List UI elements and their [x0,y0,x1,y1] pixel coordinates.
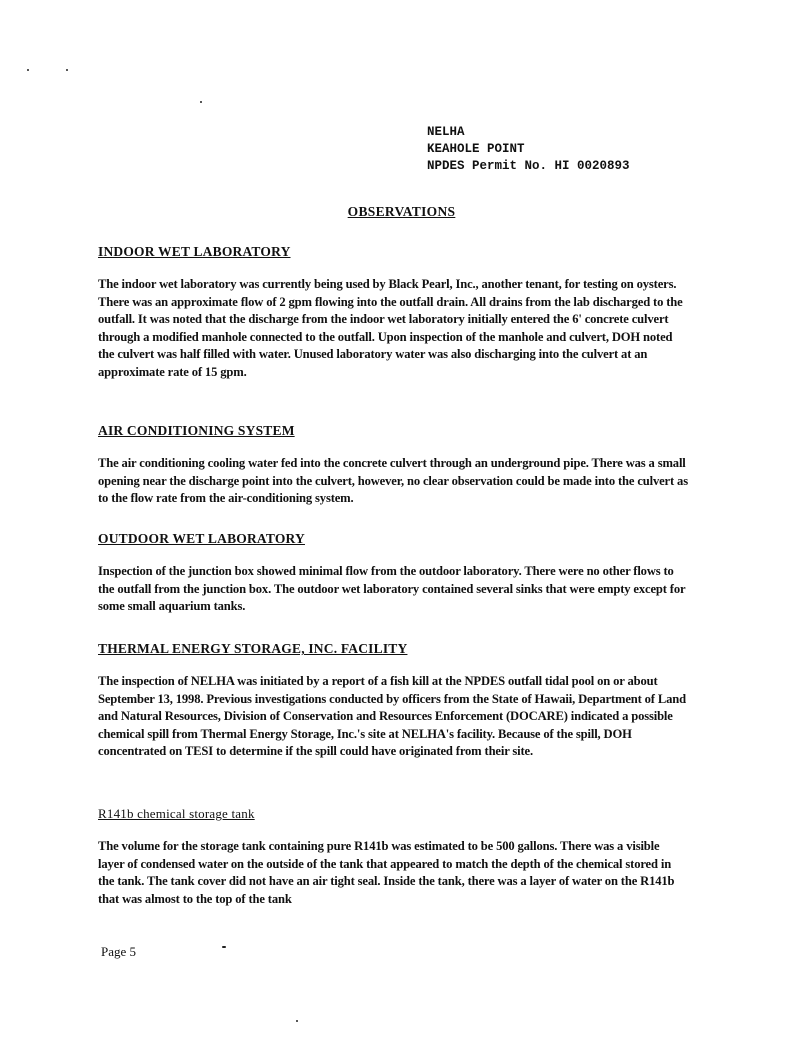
page-number: Page 5 [101,944,137,959]
section-text: The inspection of NELHA was initiated by a report of a fish kill at the NPDES outfall tidal pool on or about September 13, 1998. Previous investigations conducted by officers from the State of Hawaii, Department of Land and Natural Resources, Division of Conservation and Resources Enforcement (DOCARE) indicated a possible chemical spill from Thermal Energy Storage, Inc.'s site at NELHA's facility. Because of the spill, DOH concentrated on TESI to determine if the spill could have originated from their site. [98,674,686,759]
section-text: The air conditioning cooling water fed into the concrete culvert through an underground pipe. There was a small opening near the discharge point into the culvert, however, no clear observation could be made into the culvert as to the flow rate from the air-conditioning system. [98,456,688,506]
section-tesi-facility [98,641,688,761]
section-heading: R141b chemical storage tank [98,806,255,821]
permit-header [427,124,630,175]
section-heading: OUTDOOR WET LABORATORY [98,531,305,546]
header-location: KEAHOLE POINT [427,142,525,156]
section-heading: INDOOR WET LABORATORY [98,244,291,259]
section-r141b-tank [98,806,688,908]
section-text: The volume for the storage tank containing pure R141b was estimated to be 500 gallons. There was a visible layer of condensed water on the outside of the tank that appeared to match the depth of the chemical stored in the tank. The tank cover did not have an air tight seal. Inside the tank, there was a layer of water on the R141b that was almost to the top of the tank [98,839,675,906]
page-title: OBSERVATIONS [347,204,456,219]
section-outdoor-wet-lab [98,531,688,616]
section-indoor-wet-lab [98,244,688,382]
section-heading: AIR CONDITIONING SYSTEM [98,423,295,438]
scan-speck [200,101,202,103]
scan-speck [66,69,68,71]
scan-speck [222,946,226,948]
scan-speck [27,69,29,71]
section-heading: THERMAL ENERGY STORAGE, INC. FACILITY [98,641,408,656]
scan-speck [296,1020,298,1022]
header-org: NELHA [427,125,465,139]
section-text: The indoor wet laboratory was currently being used by Black Pearl, Inc., another tenant, for testing on oysters. There was an approximate flow of 2 gpm flowing into the outfall drain. All drains from the lab discharged to the outfall. It was noted that the discharge from the indoor wet laboratory initially entered the 6' concrete culvert through a modified manhole connected to the outfall. Upon inspection of the manhole and culvert, DOH noted the culvert was half filled with water. Unused laboratory water was also discharging into the culvert at an approximate rate of 15 gpm. [98,277,683,379]
section-text: Inspection of the junction box showed minimal flow from the outdoor laboratory. There were no other flows to the outfall from the junction box. The outdoor wet laboratory contained several sinks that were empty except for some small aquarium tanks. [98,564,686,614]
section-air-conditioning [98,423,688,508]
header-permit: NPDES Permit No. HI 0020893 [427,159,630,173]
